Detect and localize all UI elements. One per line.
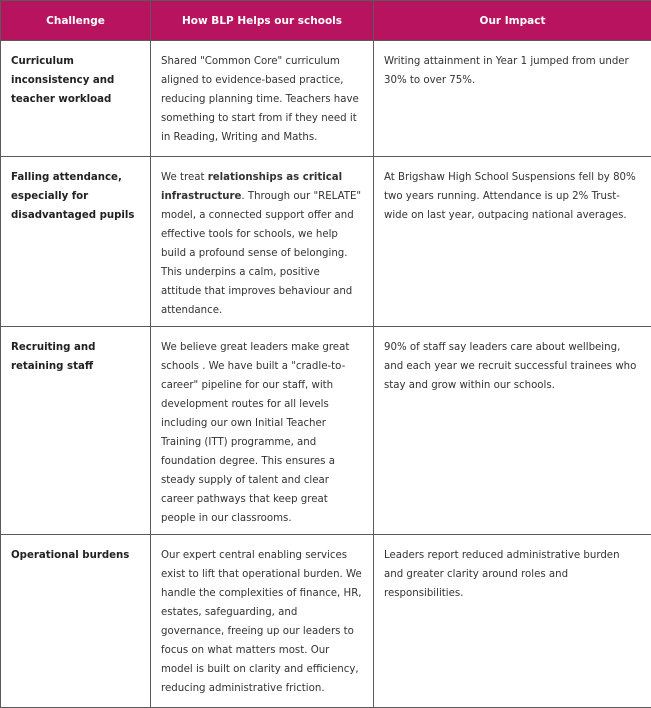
challenge-cell: Falling attendance, especially for disadvantaged pupils	[1, 157, 151, 327]
help-cell: We believe great leaders make great schools . We have built a "cradle-to-career" pipeline for our staff, with development routes for all levels including our own Initial Teacher Training (ITT) programme, and foundation degree. This ensures a steady supply of talent and clear career pathways that keep great people in our classrooms.	[151, 327, 374, 535]
help-text-rest: . Through our "RELATE" model, a connected support offer and effective tools for schools, we help build a profound sense of belonging. This underpins a calm, positive attitude that improves behaviour and attendance.	[161, 191, 361, 316]
table-header-row	[1, 1, 651, 41]
table-row	[1, 535, 651, 708]
impact-cell: Leaders report reduced administrative burden and greater clarity around roles and responsibilities.	[374, 535, 651, 708]
challenge-cell: Recruiting and retaining staff	[1, 327, 151, 535]
impact-cell: At Brigshaw High School Suspensions fell by 80% two years running. Attendance is up 2% Trust-wide on last year, outpacing national averages.	[374, 157, 651, 327]
help-text-bold: relationships as critical infrastructure	[161, 172, 342, 202]
help-text-lead: We treat	[161, 172, 208, 183]
header-our-impact: Our Impact	[374, 1, 651, 41]
table-row	[1, 41, 651, 157]
impact-cell: 90% of staff say leaders care about wellbeing, and each year we recruit successful trainees who stay and grow within our schools.	[374, 327, 651, 535]
help-cell	[151, 157, 374, 327]
impact-cell: Writing attainment in Year 1 jumped from under 30% to over 75%.	[374, 41, 651, 157]
header-challenge: Challenge	[1, 1, 151, 41]
table-row	[1, 327, 651, 535]
challenge-cell: Operational burdens	[1, 535, 151, 708]
header-how-blp-helps: How BLP Helps our schools	[151, 1, 374, 41]
help-cell: Shared "Common Core" curriculum aligned to evidence-based practice, reducing planning time. Teachers have something to start from if they need it in Reading, Writing and Maths.	[151, 41, 374, 157]
help-cell: Our expert central enabling services exist to lift that operational burden. We handle the complexities of finance, HR, estates, safeguarding, and governance, freeing up our leaders to focus on what matters most. Our model is built on clarity and efficiency, reducing administrative friction.	[151, 535, 374, 708]
table-row	[1, 157, 651, 327]
challenge-cell: Curriculum inconsistency and teacher workload	[1, 41, 151, 157]
